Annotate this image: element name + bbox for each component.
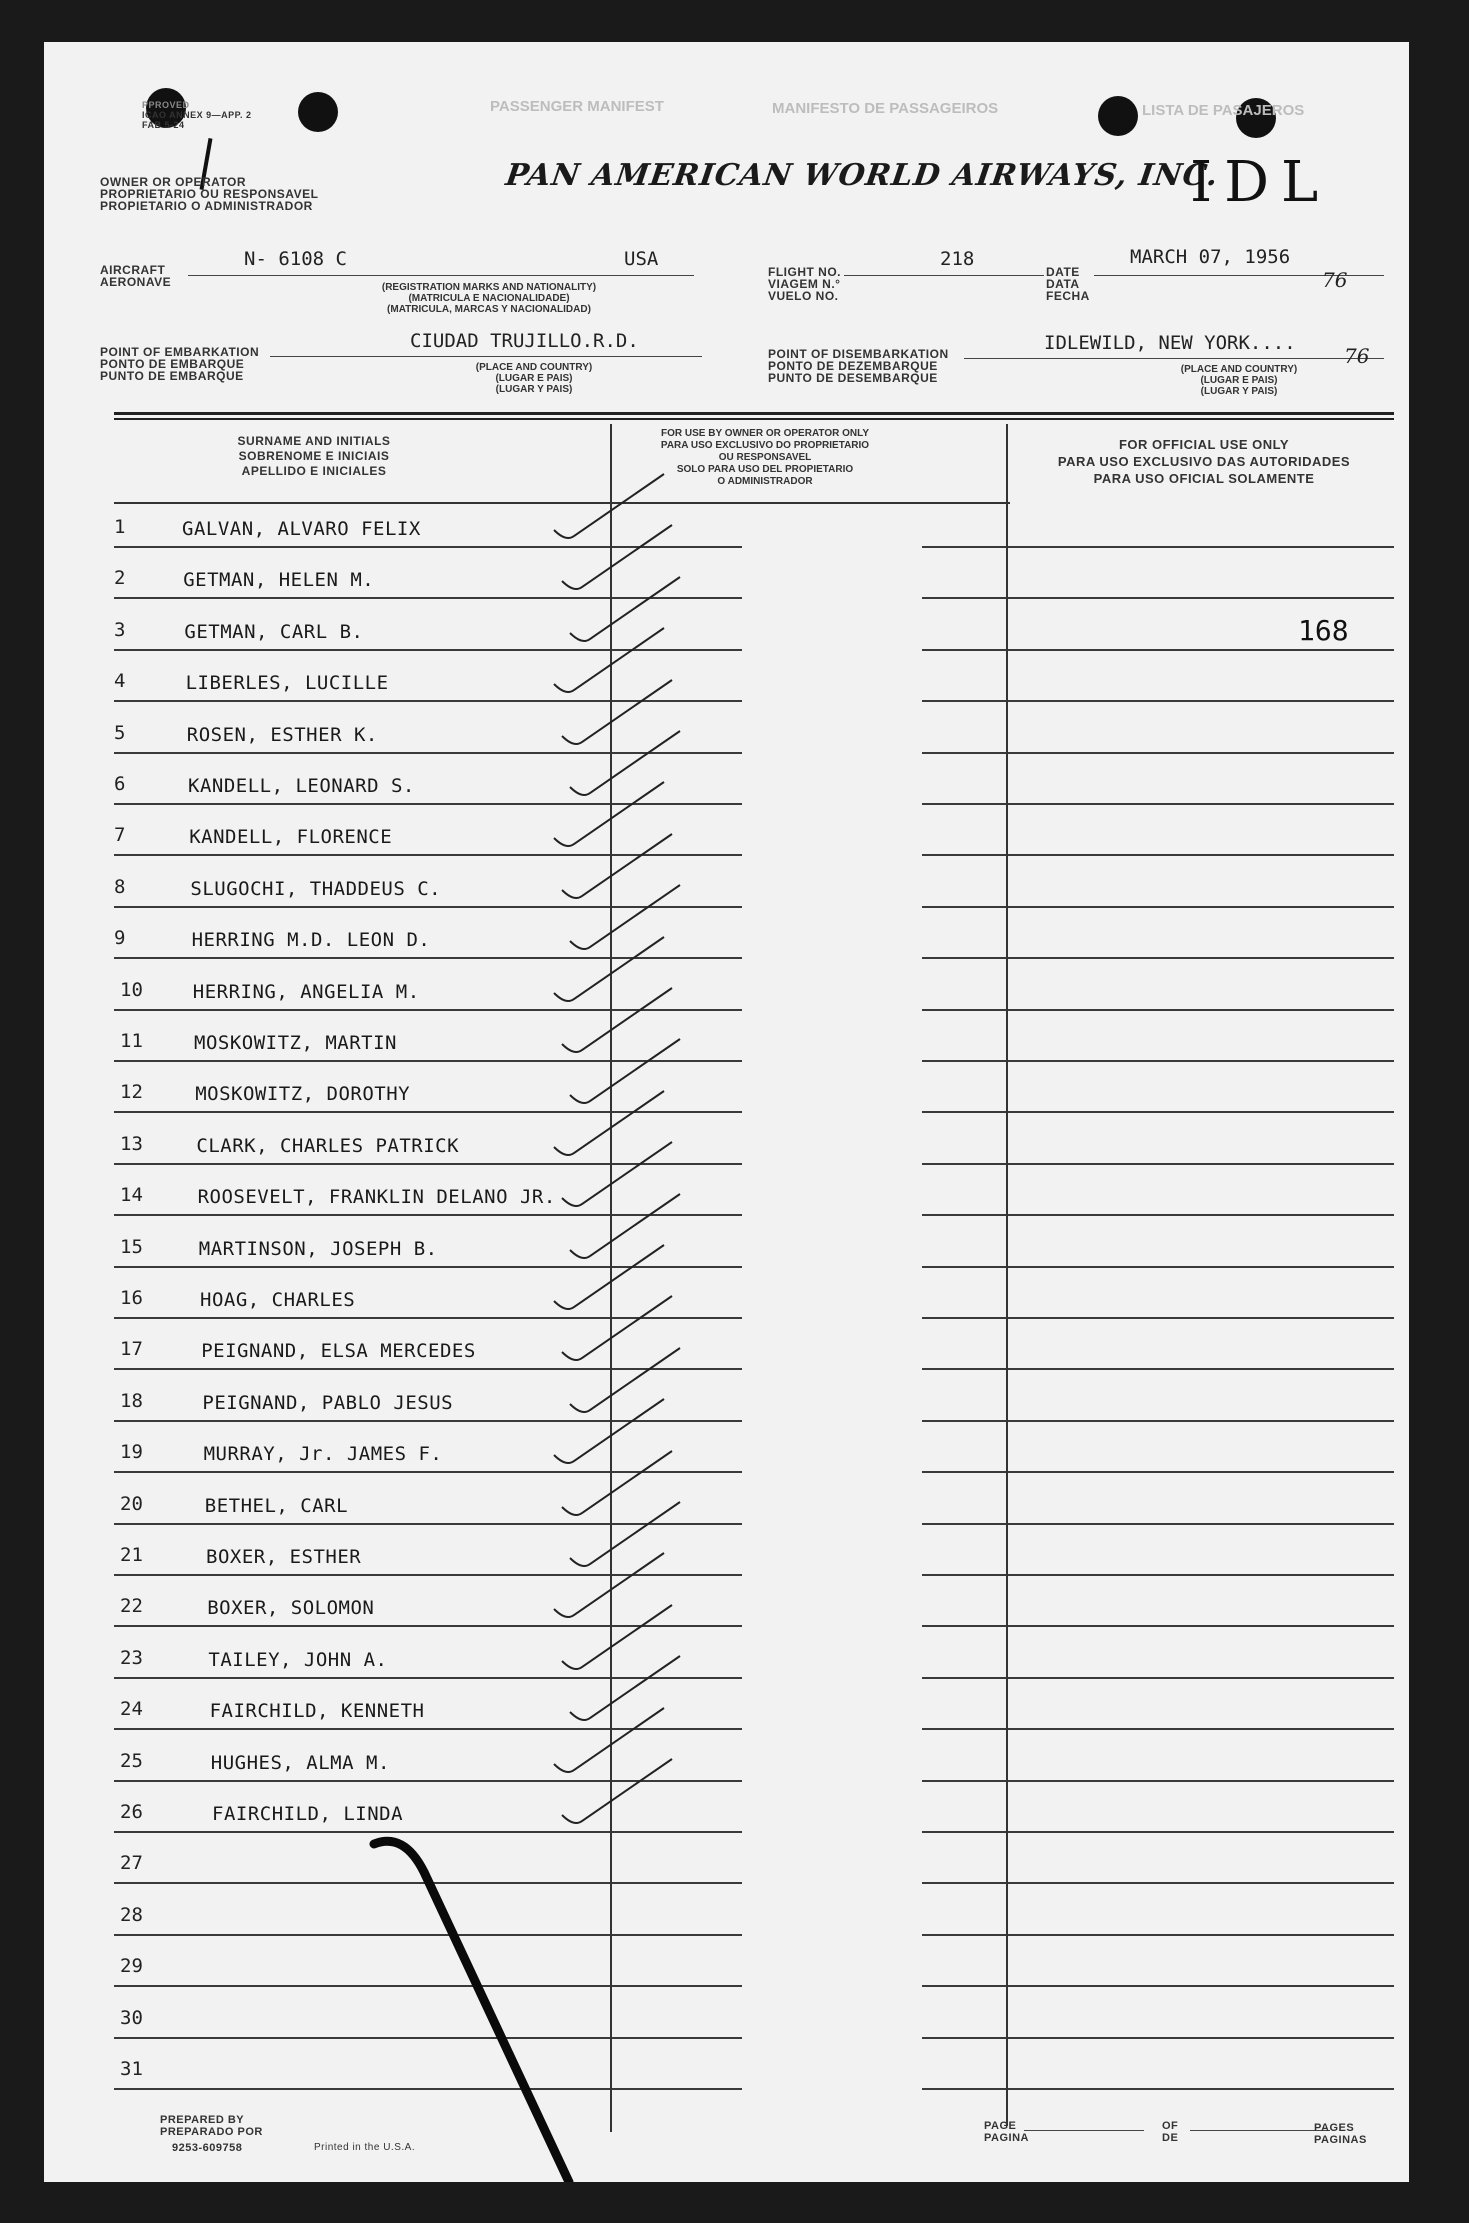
row-number: 18 (120, 1390, 143, 1412)
owner-label-line: OWNER OR OPERATOR (100, 175, 247, 189)
heading-line: PARA USO EXCLUSIVO DO PROPRIETARIO (660, 440, 870, 451)
checkmark (570, 1039, 680, 1103)
checkmark (554, 628, 664, 692)
passenger-name: MARTINSON, JOSEPH B. (198, 1238, 438, 1260)
heading-line: FOR USE BY OWNER OR OPERATOR ONLY (661, 428, 869, 439)
checkmark (570, 1656, 680, 1720)
checkmark (570, 577, 680, 641)
checkmark (554, 1091, 664, 1155)
checkmark (562, 680, 672, 744)
pages-label-line: PAGINAS (1314, 2134, 1367, 2146)
passenger-name: GALVAN, ALVARO FELIX (182, 518, 421, 540)
row-number: 15 (120, 1236, 143, 1258)
row-number: 8 (114, 876, 126, 898)
page-label (984, 2120, 1029, 2144)
row-number: 3 (114, 619, 126, 641)
heading-line: SOLO PARA USO DEL PROPIETARIO (676, 464, 854, 475)
aircraft-label-line: AERONAVE (100, 275, 172, 289)
passenger-name: KANDELL, LEONARD S. (188, 775, 415, 797)
embarkation-label-line: PUNTO DE EMBARQUE (100, 369, 244, 383)
checkmark (562, 1605, 672, 1669)
passenger-name: BETHEL, CARL (204, 1495, 349, 1517)
embarkation-value: CIUDAD TRUJILLO.R.D. (410, 330, 639, 352)
embarkation-label-line: PONTO DE EMBARQUE (100, 357, 245, 371)
row-number: 22 (120, 1595, 143, 1617)
airline-name: PAN AMERICAN WORLD AIRWAYS, INC. (503, 158, 1221, 193)
prepared-by-label (160, 2114, 263, 2138)
page-label-line: PAGINA (984, 2132, 1029, 2144)
date-label-line: DATE (1046, 265, 1080, 279)
passenger-name: BOXER, SOLOMON (207, 1597, 375, 1619)
caption-line: (REGISTRATION MARKS AND NATIONALITY) (381, 282, 597, 293)
checkmark (562, 834, 672, 898)
passenger-name: GETMAN, CARL B. (184, 621, 364, 643)
row-number: 10 (120, 979, 143, 1001)
page-label-line: PAGE (984, 2120, 1017, 2132)
row-number: 23 (120, 1647, 143, 1669)
owner-label-line: PROPRIETARIO OU RESPONSAVEL (100, 187, 319, 201)
heading-line: SOBRENOME E INICIAIS (238, 449, 390, 463)
flight-label-line: VUELO NO. (768, 289, 839, 303)
ink-stroke (374, 1841, 569, 2182)
disembarkation-label-line: POINT OF DISEMBARKATION (768, 347, 949, 361)
checkmark (562, 988, 672, 1052)
caption-line: (MATRICULA E NACIONALIDADE) (408, 293, 570, 304)
checkmark (562, 525, 672, 589)
approval-line: ICAO ANNEX 9—APP. 2 (142, 110, 252, 120)
embarkation-label-line: POINT OF EMBARKATION (100, 345, 260, 359)
checkmark (570, 1502, 680, 1566)
row-number: 30 (120, 2007, 143, 2029)
checkmark (554, 1245, 664, 1309)
aircraft-registration: N- 6108 C (244, 248, 347, 270)
checkmark (554, 1553, 664, 1617)
caption-line: (PLACE AND COUNTRY) (1180, 364, 1298, 375)
row-number: 31 (120, 2058, 143, 2080)
passenger-name: KANDELL, FLORENCE (189, 826, 393, 848)
passenger-name: TAILEY, JOHN A. (208, 1649, 388, 1671)
row-number: 20 (120, 1493, 143, 1515)
row-number: 21 (120, 1544, 143, 1566)
passenger-name: FAIRCHILD, LINDA (212, 1803, 404, 1825)
row-number: 17 (120, 1338, 143, 1360)
row-number: 5 (114, 722, 126, 744)
passenger-name: HOAG, CHARLES (200, 1289, 356, 1311)
heading-line: FOR OFFICIAL USE ONLY (1118, 437, 1290, 452)
checkmark (562, 1142, 672, 1206)
heading-line: SURNAME AND INITIALS (237, 434, 391, 448)
prepared-by-line: PREPARED BY (160, 2114, 245, 2126)
approval-line: FAB 5-24 (142, 120, 185, 130)
of-label-line: OF (1162, 2120, 1179, 2132)
checkmark (562, 1759, 672, 1823)
passenger-name: HUGHES, ALMA M. (210, 1752, 390, 1774)
row-number: 24 (120, 1698, 143, 1720)
aircraft-label-line: AIRCRAFT (100, 263, 166, 277)
manifest-sheet (44, 42, 1409, 2182)
row-number: 25 (120, 1750, 143, 1772)
row-number: 6 (114, 773, 126, 795)
passenger-name: PEIGNAND, ELSA MERCEDES (201, 1340, 476, 1362)
checkmarks-overlay (44, 42, 1409, 2182)
checkmark (554, 474, 664, 538)
heading-line: O ADMINISTRADOR (717, 476, 813, 487)
caption-line: (LUGAR E PAIS) (495, 373, 573, 384)
disembarkation-label-line: PUNTO DE DESEMBARQUE (768, 371, 938, 385)
date-annotation: 76 (1322, 268, 1348, 292)
row-number: 19 (120, 1441, 143, 1463)
page-underline (1024, 2130, 1144, 2131)
row-number: 11 (120, 1030, 143, 1052)
pages-label-line: PAGES (1314, 2122, 1355, 2134)
of-underline (1190, 2130, 1330, 2131)
date-label-line: DATA (1046, 277, 1080, 291)
title-en: PASSENGER MANIFEST (490, 98, 664, 115)
owner-label-line: PROPIETARIO O ADMINISTRADOR (100, 199, 313, 213)
passenger-name: ROOSEVELT, FRANKLIN DELANO JR. (197, 1186, 556, 1208)
caption-line: (PLACE AND COUNTRY) (475, 362, 593, 373)
flight-number: 218 (940, 248, 975, 270)
disembarkation-value: IDLEWILD, NEW YORK.... (1044, 332, 1296, 354)
passenger-name: GETMAN, HELEN M. (183, 569, 375, 591)
printed-note: Printed in the U.S.A. (314, 2142, 416, 2153)
flight-label-line: FLIGHT NO. (768, 265, 841, 279)
row-number: 14 (120, 1184, 143, 1206)
passenger-name: PEIGNAND, PABLO JESUS (202, 1392, 454, 1414)
passenger-name: MOSKOWITZ, DOROTHY (195, 1083, 411, 1105)
checkmark (554, 782, 664, 846)
passenger-name: FAIRCHILD, KENNETH (209, 1700, 425, 1722)
pages-label (1314, 2122, 1367, 2146)
passenger-name: HERRING M.D. LEON D. (191, 929, 431, 951)
disembarkation-label-line: PONTO DE DEZEMBARQUE (768, 359, 938, 373)
checkmark (570, 885, 680, 949)
passenger-name: MOSKOWITZ, MARTIN (194, 1032, 397, 1054)
row-number: 29 (120, 1955, 143, 1977)
title-pt: MANIFESTO DE PASSAGEIROS (772, 100, 999, 117)
caption-line: (MATRICULA, MARCAS Y NACIONALIDAD) (387, 304, 591, 315)
heading-line: PARA USO EXCLUSIVO DAS AUTORIDADES (1057, 454, 1351, 469)
official-note: 168 (1298, 614, 1349, 647)
row-number: 13 (120, 1133, 143, 1155)
title-es: LISTA DE PASAJEROS (1142, 102, 1305, 119)
checkmark (554, 1399, 664, 1463)
checkmark (562, 1296, 672, 1360)
prepared-by-line: PREPARADO POR (160, 2126, 263, 2138)
passenger-name: LIBERLES, LUCILLE (185, 672, 389, 694)
checkmark (570, 1194, 680, 1258)
row-number: 27 (120, 1852, 143, 1874)
flight-label-line: VIAGEM N.° (768, 277, 841, 291)
row-number: 28 (120, 1904, 143, 1926)
caption-line: (LUGAR Y PAIS) (1200, 386, 1278, 397)
passenger-name: SLUGOCHI, THADDEUS C. (190, 878, 442, 900)
passenger-name: CLARK, CHARLES PATRICK (196, 1135, 460, 1157)
approval-line: PPROVED (142, 100, 190, 110)
checkmark (554, 937, 664, 1001)
row-number: 9 (114, 927, 126, 949)
checkmark (570, 731, 680, 795)
checkmark (562, 1451, 672, 1515)
caption-line: (LUGAR E PAIS) (1200, 375, 1278, 386)
row-number: 26 (120, 1801, 143, 1823)
of-label-line: DE (1162, 2132, 1179, 2144)
passenger-name: HERRING, ANGELIA M. (192, 981, 420, 1003)
row-number: 16 (120, 1287, 143, 1309)
disembarkation-annotation: 76 (1344, 344, 1370, 368)
passenger-name: MURRAY, Jr. JAMES F. (203, 1443, 443, 1465)
row-number: 1 (114, 516, 126, 538)
aircraft-nationality: USA (624, 248, 659, 270)
date-label-line: FECHA (1046, 289, 1090, 303)
heading-line: APELLIDO E INICIALES (241, 464, 387, 478)
flight-date: MARCH 07, 1956 (1130, 246, 1291, 268)
heading-line: OU RESPONSAVEL (718, 452, 812, 463)
passenger-name: BOXER, ESTHER (206, 1546, 362, 1568)
handwritten-code: IDL (1190, 150, 1331, 215)
of-label (1162, 2120, 1178, 2144)
row-number: 7 (114, 824, 126, 846)
form-number: 9253-609758 (172, 2142, 243, 2154)
row-number: 12 (120, 1081, 143, 1103)
row-number: 2 (114, 567, 126, 589)
checkmark (554, 1708, 664, 1772)
passenger-name: ROSEN, ESTHER K. (186, 724, 378, 746)
row-number: 4 (114, 670, 126, 692)
caption-line: (LUGAR Y PAIS) (495, 384, 573, 395)
heading-line: PARA USO OFICIAL SOLAMENTE (1093, 471, 1315, 486)
checkmark (570, 1348, 680, 1412)
